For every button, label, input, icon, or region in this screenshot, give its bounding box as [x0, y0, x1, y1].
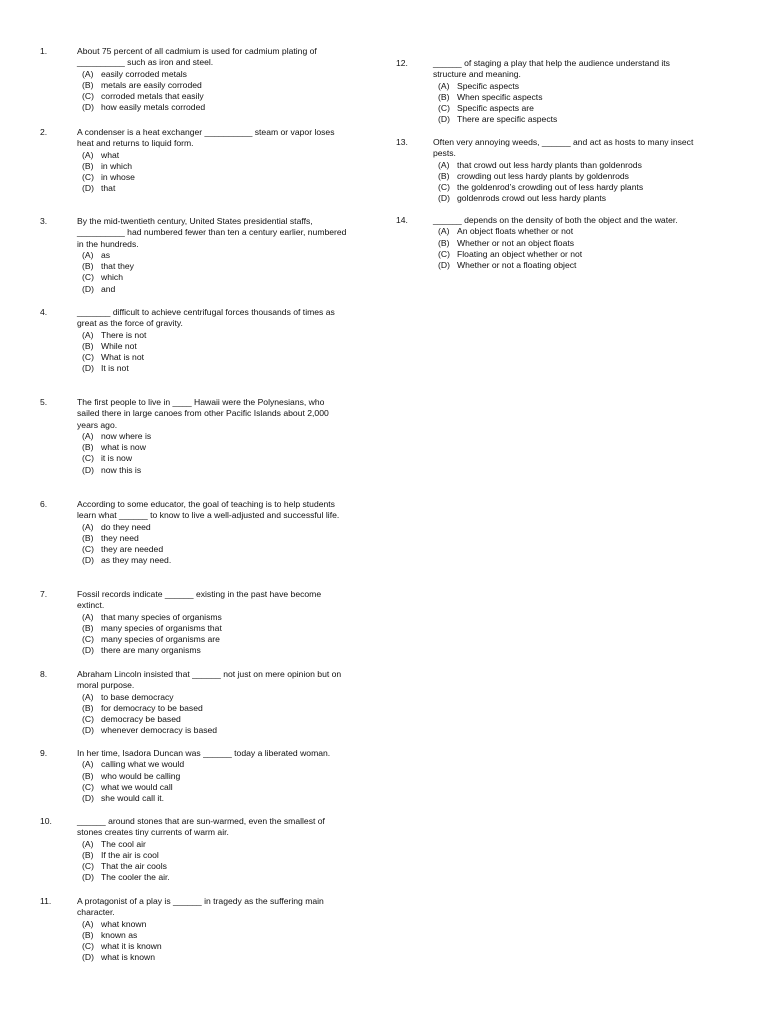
- option-text: they need: [101, 532, 139, 543]
- answer-option: [438, 182, 696, 193]
- question-number: 13.: [396, 137, 408, 147]
- answer-option: [82, 150, 366, 161]
- question-stem: According to some educator, the goal of teaching is to help students learn what ______ to know to live a well-adjusted and successful life.: [77, 499, 340, 521]
- question-11: [40, 896, 366, 964]
- option-letter: (D): [82, 793, 94, 804]
- answer-option: [82, 725, 366, 736]
- answer-option: [82, 692, 366, 703]
- option-text: what known: [101, 918, 147, 929]
- question-stem: _______ difficult to achieve centrifugal forces thousands of times as great as the force of gravity.: [77, 307, 335, 329]
- option-text: that they: [101, 261, 134, 272]
- option-text: The cooler the air.: [101, 872, 170, 883]
- answer-option: [82, 872, 366, 883]
- question-number: 5.: [40, 397, 48, 407]
- answer-option: [82, 850, 366, 861]
- question-stem: A protagonist of a play is ______ in tragedy as the suffering main character.: [77, 896, 324, 918]
- question-stem: Often very annoying weeds, ______ and act as hosts to many insect pests.: [433, 137, 694, 159]
- answer-option: [82, 161, 366, 172]
- answer-option: [82, 533, 366, 544]
- option-letter: (C): [82, 544, 94, 555]
- answer-option: [438, 81, 696, 92]
- option-letter: (A): [438, 80, 450, 91]
- answer-option: [82, 919, 366, 930]
- option-letter: (C): [82, 453, 94, 464]
- option-letter: (D): [82, 952, 94, 963]
- answer-option: [82, 793, 366, 804]
- option-text: which: [101, 272, 123, 283]
- option-text: she would call it.: [101, 793, 165, 804]
- option-text: If the air is cool: [101, 849, 159, 860]
- question-stem: Abraham Lincoln insisted that ______ not just on mere opinion but on moral purpose.: [77, 669, 342, 691]
- option-letter: (D): [438, 193, 450, 204]
- option-letter: (B): [438, 91, 450, 102]
- option-letter: (C): [82, 172, 94, 183]
- question-number: 7.: [40, 589, 48, 599]
- option-text: now where is: [101, 430, 152, 441]
- option-text: as: [101, 249, 111, 260]
- question-number: 6.: [40, 499, 48, 509]
- option-letter: (D): [82, 283, 94, 294]
- option-letter: (B): [82, 340, 94, 351]
- answer-option: [438, 226, 696, 237]
- option-text: many species of organisms that: [101, 622, 222, 633]
- option-letter: (D): [438, 260, 450, 271]
- question-number: 2.: [40, 127, 48, 137]
- option-text: When specific aspects: [457, 91, 543, 102]
- question-stem: Fossil records indicate ______ existing in the past have become extinct.: [77, 589, 322, 611]
- question-stem: About 75 percent of all cadmium is used for cadmium plating of __________ such as iron and steel.: [77, 46, 317, 68]
- option-letter: (C): [82, 941, 94, 952]
- answer-option: [82, 612, 366, 623]
- question-9: [40, 748, 366, 804]
- answer-option: [438, 260, 696, 271]
- answer-option: [82, 634, 366, 645]
- option-letter: (D): [82, 872, 94, 883]
- option-letter: (C): [438, 103, 450, 114]
- option-text: the goldenrod’s crowding out of less hardy plants: [457, 182, 644, 193]
- option-text: known as: [101, 929, 138, 940]
- option-text: do they need: [101, 521, 151, 532]
- answer-option: [82, 250, 366, 261]
- option-text: in whose: [101, 172, 135, 183]
- option-text: what: [101, 149, 120, 160]
- option-text: It is not: [101, 363, 129, 374]
- question-7: [40, 589, 366, 657]
- answer-option: [82, 623, 366, 634]
- answer-option: [82, 703, 366, 714]
- question-stem: ______ depends on the density of both the object and the water.: [433, 215, 678, 225]
- option-text: for democracy to be based: [101, 702, 203, 713]
- question-stem: A condenser is a heat exchanger __________ steam or vapor loses heat and returns to liquid form.: [77, 127, 335, 149]
- question-stem: ______ of staging a play that help the audience understand its structure and meaning.: [433, 58, 670, 80]
- option-text: While not: [101, 340, 137, 351]
- question-stem: ______ around stones that are sun-warmed, even the smallest of stones creates tiny currents of warm air.: [77, 816, 325, 838]
- answer-option: [438, 249, 696, 260]
- answer-option: [82, 284, 366, 295]
- option-text: calling what we would: [101, 759, 185, 770]
- question-2: [40, 127, 366, 195]
- question-12: [396, 58, 696, 126]
- answer-option: [82, 544, 366, 555]
- answer-option: [82, 330, 366, 341]
- option-letter: (C): [82, 714, 94, 725]
- question-3: [40, 216, 366, 295]
- option-text: who would be calling: [101, 770, 181, 781]
- answer-option: [82, 930, 366, 941]
- answer-option: [438, 92, 696, 103]
- question-number: 9.: [40, 748, 48, 758]
- answer-option: [82, 759, 366, 770]
- option-letter: (A): [82, 691, 94, 702]
- option-letter: (A): [82, 521, 94, 532]
- answer-option: [82, 341, 366, 352]
- option-text: how easily metals corroded: [101, 102, 206, 113]
- option-text: what it is known: [101, 941, 162, 952]
- option-text: goldenrods crowd out less hardy plants: [457, 193, 607, 204]
- option-text: democracy be based: [101, 714, 181, 725]
- option-letter: (B): [82, 770, 94, 781]
- answer-option: [82, 714, 366, 725]
- option-text: that: [101, 183, 116, 194]
- option-letter: (A): [438, 226, 450, 237]
- option-letter: (A): [82, 249, 94, 260]
- option-text: what is now: [101, 442, 146, 453]
- option-text: they are needed: [101, 544, 164, 555]
- option-letter: (D): [82, 645, 94, 656]
- option-text: as they may need.: [101, 555, 172, 566]
- option-letter: (B): [82, 442, 94, 453]
- question-5: [40, 397, 366, 476]
- option-letter: (C): [82, 91, 94, 102]
- option-letter: (C): [438, 248, 450, 259]
- answer-option: [82, 839, 366, 850]
- option-letter: (A): [82, 149, 94, 160]
- answer-option: [82, 861, 366, 872]
- option-letter: (A): [82, 329, 94, 340]
- question-stem: By the mid-twentieth century, United States presidential staffs, __________ had numbered fewer than ten a century earlier, numbered in the hundreds.: [77, 216, 347, 249]
- answer-option: [82, 442, 366, 453]
- option-text: metals are easily corroded: [101, 79, 202, 90]
- option-text: Specific aspects: [457, 80, 520, 91]
- option-letter: (B): [82, 532, 94, 543]
- option-text: it is now: [101, 453, 133, 464]
- question-number: 12.: [396, 58, 408, 68]
- answer-option: [82, 555, 366, 566]
- option-letter: (D): [438, 114, 450, 125]
- question-10: [40, 816, 366, 884]
- answer-option: [82, 80, 366, 91]
- answer-option: [82, 645, 366, 656]
- option-letter: (B): [82, 929, 94, 940]
- question-6: [40, 499, 366, 567]
- question-14: [396, 215, 696, 271]
- option-text: Floating an object whether or not: [457, 248, 583, 259]
- option-letter: (C): [82, 634, 94, 645]
- option-letter: (A): [82, 68, 94, 79]
- option-letter: (B): [82, 261, 94, 272]
- question-13: [396, 137, 696, 205]
- option-text: that crowd out less hardy plants than goldenrods: [457, 159, 642, 170]
- option-letter: (D): [82, 464, 94, 475]
- option-letter: (A): [82, 611, 94, 622]
- option-text: The cool air: [101, 838, 146, 849]
- option-letter: (B): [82, 79, 94, 90]
- option-text: There are specific aspects: [457, 114, 558, 125]
- option-text: whenever democracy is based: [101, 725, 218, 736]
- answer-option: [82, 522, 366, 533]
- option-text: easily corroded metals: [101, 68, 187, 79]
- option-letter: (B): [82, 702, 94, 713]
- option-letter: (C): [82, 352, 94, 363]
- option-text: Whether or not a floating object: [457, 260, 577, 271]
- option-text: and: [101, 283, 116, 294]
- option-text: Whether or not an object floats: [457, 237, 575, 248]
- answer-option: [82, 172, 366, 183]
- option-letter: (D): [82, 102, 94, 113]
- option-text: in which: [101, 160, 133, 171]
- option-text: Specific aspects are: [457, 103, 534, 114]
- answer-option: [82, 102, 366, 113]
- option-letter: (D): [82, 555, 94, 566]
- answer-option: [82, 352, 366, 363]
- answer-option: [82, 183, 366, 194]
- option-letter: (A): [82, 918, 94, 929]
- option-text: corroded metals that easily: [101, 91, 204, 102]
- option-letter: (C): [82, 272, 94, 283]
- option-text: now this is: [101, 464, 142, 475]
- option-letter: (B): [82, 849, 94, 860]
- question-number: 3.: [40, 216, 48, 226]
- option-letter: (A): [438, 159, 450, 170]
- answer-option: [82, 261, 366, 272]
- answer-option: [82, 363, 366, 374]
- question-number: 11.: [40, 896, 52, 906]
- option-letter: (C): [82, 861, 94, 872]
- answer-option: [438, 114, 696, 125]
- option-text: that many species of organisms: [101, 611, 222, 622]
- option-letter: (D): [82, 363, 94, 374]
- option-letter: (A): [82, 759, 94, 770]
- question-number: 10.: [40, 816, 52, 826]
- option-letter: (A): [82, 430, 94, 441]
- option-letter: (B): [82, 622, 94, 633]
- option-letter: (B): [438, 170, 450, 181]
- question-number: 8.: [40, 669, 48, 679]
- answer-option: [438, 103, 696, 114]
- option-text: to base democracy: [101, 691, 174, 702]
- option-text: What is not: [101, 352, 144, 363]
- option-letter: (B): [438, 237, 450, 248]
- answer-option: [438, 171, 696, 182]
- option-letter: (D): [82, 183, 94, 194]
- answer-option: [82, 771, 366, 782]
- question-stem: The first people to live in ____ Hawaii were the Polynesians, who sailed there in large canoes from other Pacific Islands about 2,000 years ago.: [77, 397, 329, 430]
- option-letter: (A): [82, 838, 94, 849]
- answer-option: [82, 952, 366, 963]
- option-letter: (D): [82, 725, 94, 736]
- answer-option: [82, 453, 366, 464]
- option-letter: (B): [82, 160, 94, 171]
- question-8: [40, 669, 366, 737]
- option-text: many species of organisms are: [101, 634, 220, 645]
- answer-option: [82, 69, 366, 80]
- answer-option: [82, 431, 366, 442]
- question-4: [40, 307, 366, 375]
- answer-option: [82, 782, 366, 793]
- option-letter: (C): [82, 781, 94, 792]
- question-number: 14.: [396, 215, 408, 225]
- answer-option: [82, 465, 366, 476]
- question-stem: In her time, Isadora Duncan was ______ today a liberated woman.: [77, 748, 331, 758]
- answer-option: [438, 193, 696, 204]
- option-text: what we would call: [101, 781, 173, 792]
- answer-option: [82, 91, 366, 102]
- question-number: 1.: [40, 46, 48, 56]
- answer-option: [438, 160, 696, 171]
- option-text: An object floats whether or not: [457, 226, 574, 237]
- option-text: crowding out less hardy plants by goldenrods: [457, 170, 629, 181]
- answer-option: [438, 238, 696, 249]
- option-letter: (C): [438, 182, 450, 193]
- option-text: That the air cools: [101, 861, 167, 872]
- option-text: there are many organisms: [101, 645, 201, 656]
- answer-option: [82, 941, 366, 952]
- question-number: 4.: [40, 307, 48, 317]
- question-1: [40, 46, 366, 114]
- answer-option: [82, 272, 366, 283]
- option-text: what is known: [101, 952, 155, 963]
- option-text: There is not: [101, 329, 147, 340]
